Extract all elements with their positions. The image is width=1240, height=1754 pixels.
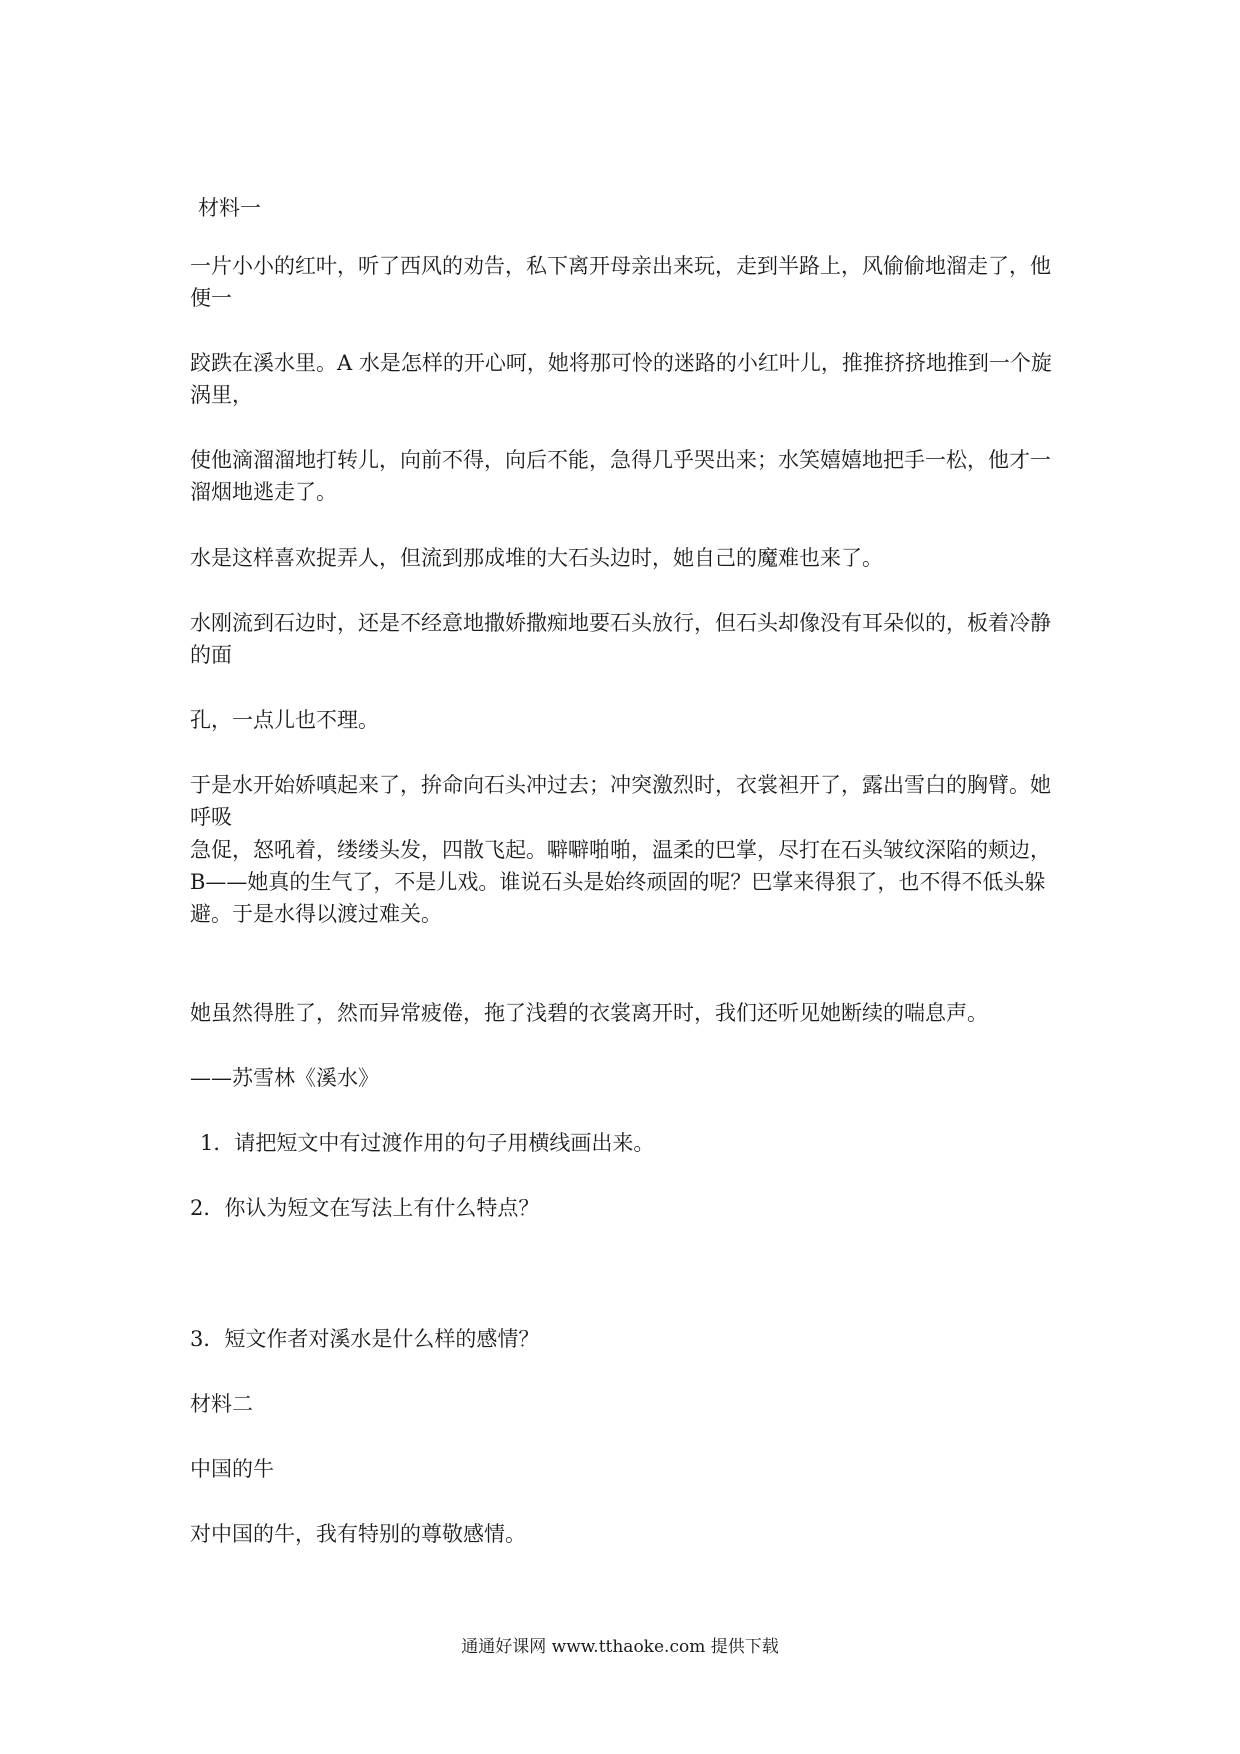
paragraph-9: 她虽然得胜了，然而异常疲倦，拖了浅碧的衣裳离开时，我们还听见她断续的喘息声。 <box>190 1001 988 1025</box>
paragraph-7: 于是水开始娇嗔起来了，拚命向石头冲过去；冲突激烈时，衣裳袒开了，露出雪白的胸臂。她呼吸 <box>190 773 1051 829</box>
question-3: 3．短文作者对溪水是什么样的感情？ <box>190 1327 540 1351</box>
essay-subtitle: 中国的牛 <box>190 1457 274 1481</box>
question-2: 2．你认为短文在写法上有什么特点？ <box>190 1196 540 1220</box>
source-citation: ——苏雪林《溪水》 <box>190 1066 379 1090</box>
paragraph-8: 急促，怒吼着，缕缕头发，四散飞起。噼噼啪啪，温柔的巴掌，尽打在石头皱纹深陷的颊边，B——她真的生气了，不是儿戏。谁说石头是始终顽固的呢？巴掌来得狠了，也不得不低头躲避。于是水得以渡过难关。 <box>190 838 1051 926</box>
paragraph-2: 跤跌在溪水里。A 水是怎样的开心呵，她将那可怜的迷路的小红叶儿，推推挤挤地推到一个旋涡里， <box>190 351 1052 407</box>
paragraph-3: 使他滴溜溜地打转儿，向前不得，向后不能，急得几乎哭出来；水笑嬉嬉地把手一松，他才一溜烟地逃走了。 <box>190 448 1051 504</box>
closing-line: 对中国的牛，我有特别的尊敬感情。 <box>190 1522 526 1546</box>
footer-download-note: 通通好课网 www.tthaoke.com 提供下载 <box>461 1637 779 1657</box>
question-1: 1．请把短文中有过渡作用的句子用横线画出来。 <box>200 1131 655 1155</box>
paragraph-6: 孔，一点儿也不理。 <box>190 708 379 732</box>
heading-material-two: 材料二 <box>190 1392 253 1416</box>
heading-material-one: 材料一 <box>198 196 261 220</box>
paragraph-1: 一片小小的红叶，听了西风的劝告，私下离开母亲出来玩，走到半路上，风偷偷地溜走了，他便一 <box>190 254 1051 310</box>
paragraph-5: 水刚流到石边时，还是不经意地撒娇撒痴地要石头放行，但石头却像没有耳朵似的，板着冷静的面 <box>190 611 1051 667</box>
paragraph-4: 水是这样喜欢捉弄人，但流到那成堆的大石头边时，她自己的魔难也来了。 <box>190 546 883 570</box>
